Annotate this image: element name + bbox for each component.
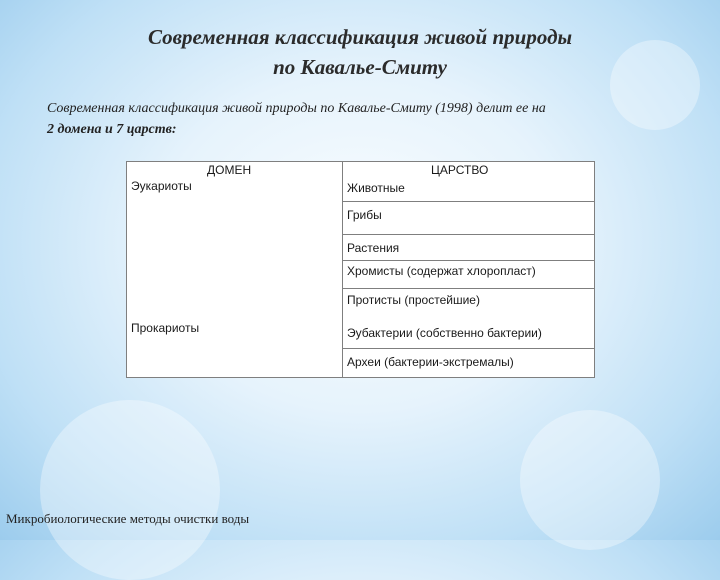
row-divider [343, 260, 595, 261]
slide-title [60, 22, 660, 82]
domain-cell: Прокариоты [131, 321, 200, 335]
header-kingdom: ЦАРСТВО [431, 163, 489, 177]
intro-bold-text: 2 домена и 7 царств: [47, 122, 177, 137]
kingdom-column [342, 162, 595, 377]
background-bokeh [40, 400, 220, 580]
background-bokeh [520, 410, 660, 550]
header-domain: ДОМЕН [207, 163, 252, 177]
domain-cell: Эукариоты [131, 179, 192, 193]
classification-table [126, 161, 595, 378]
kingdom-cell: Хромисты (содержат хлоропласт) [347, 264, 536, 278]
row-divider [343, 234, 595, 235]
kingdom-cell: Растения [347, 241, 400, 255]
kingdom-cell: Археи (бактерии-экстремалы) [347, 355, 514, 369]
row-divider [343, 201, 595, 202]
row-divider [343, 288, 595, 289]
intro-text: Современная классификация живой природы по Кавалье-Смиту (1998) делит ее на [47, 101, 546, 116]
intro-paragraph [47, 98, 647, 140]
kingdom-cell: Эубактерии (собственно бактерии) [347, 326, 542, 340]
kingdom-cell: Животные [347, 181, 405, 195]
row-divider [343, 348, 595, 349]
kingdom-cell: Грибы [347, 208, 382, 222]
title-line-2: по Кавалье-Смиту [273, 55, 447, 79]
footer-caption: Микробиологические методы очистки воды [6, 511, 250, 526]
kingdom-cell: Протисты (простейшие) [347, 293, 480, 307]
domain-column [127, 162, 339, 377]
title-line-1: Современная классификация живой природы [147, 25, 573, 49]
